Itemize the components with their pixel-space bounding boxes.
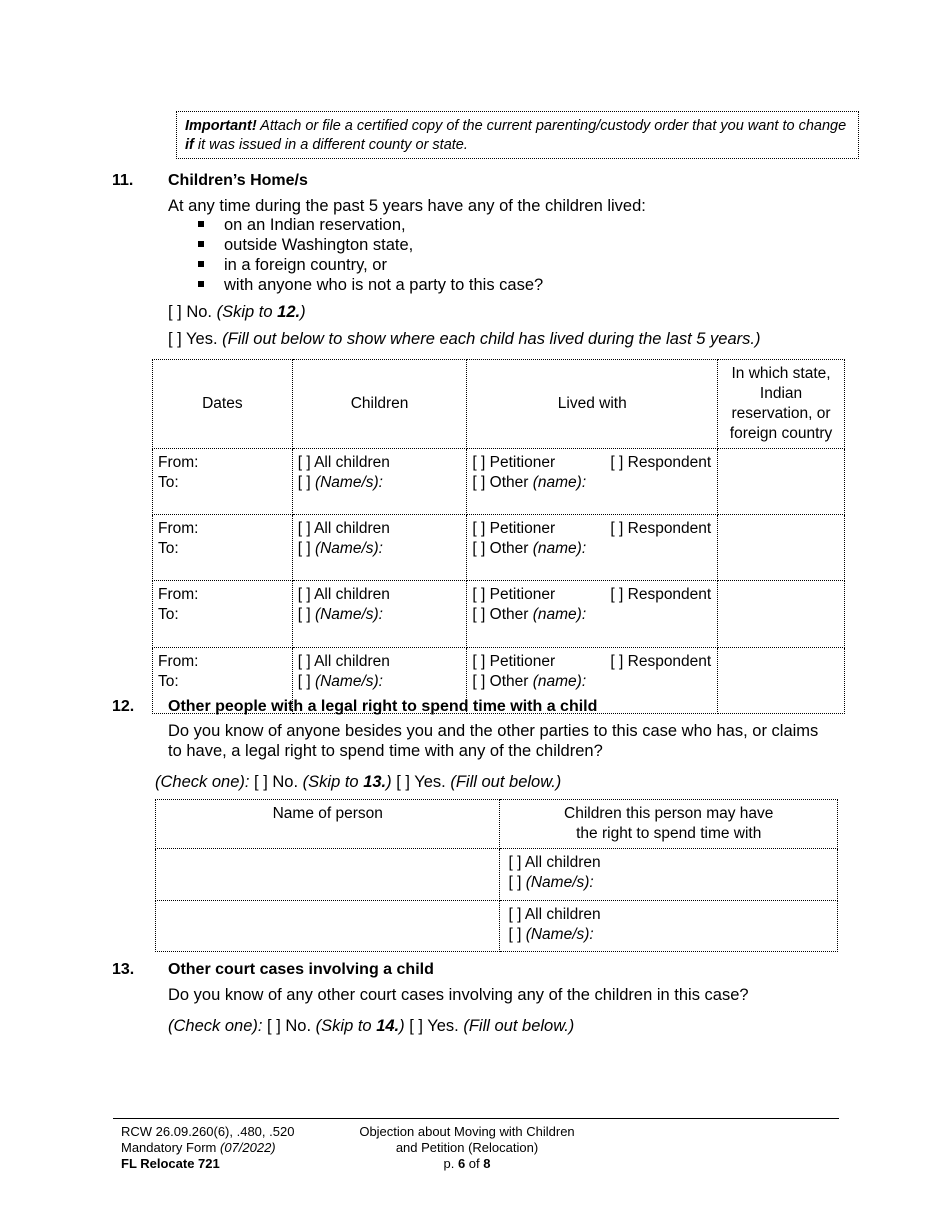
section-12-check-one[interactable]: (Check one): [ ] No. (Skip to 13.) [ ] Yes. (Fill out below.) — [155, 773, 562, 791]
state-cell[interactable] — [718, 449, 845, 515]
important-note: Important! Attach or file a certified copy of the current parenting/custody order that you want to change if it was issued in a different county or state. — [176, 111, 859, 159]
table-row: [ ] All children [ ] (Name/s): — [156, 849, 838, 901]
section-11-title: Children’s Home/s — [168, 172, 308, 189]
header-name-of-person: Name of person — [156, 800, 500, 849]
footer-mandatory: Mandatory Form (07/2022) — [121, 1140, 276, 1155]
section-13-question: Do you know of any other court cases involving any of the children in this case? — [168, 986, 749, 1004]
header-lived-with: Lived with — [467, 360, 718, 449]
state-cell[interactable] — [718, 581, 845, 648]
footer-left — [121, 1124, 294, 1172]
table-row: From: To: [ ] All children [ ] (Name/s): [ ] Petitioner [ ] Respondent [ ] Other (name): — [153, 581, 845, 648]
bullet-list — [198, 215, 543, 295]
section-12-question-line2: to have, a legal right to spend time with any of the children? — [168, 742, 603, 760]
footer-title-line1: Objection about Moving with Children — [359, 1124, 575, 1139]
header-children: Children — [292, 360, 467, 449]
respondent-checkbox[interactable]: [ ] Respondent — [610, 454, 712, 471]
table-row: From: To: [ ] All children [ ] (Name/s): [ ] Petitioner [ ] Respondent [ ] Other (name): — [153, 449, 845, 515]
section-13-check-one[interactable]: (Check one): [ ] No. (Skip to 14.) [ ] Yes. (Fill out below.) — [168, 1017, 575, 1035]
all-children-checkbox[interactable]: [ ] All children — [297, 653, 390, 670]
respondent-checkbox[interactable]: [ ] Respondent — [610, 586, 712, 603]
header-children-right: Children this person may have the right to spend time with — [500, 800, 838, 849]
section-11-no-option[interactable]: [ ] No. (Skip to 12.) — [168, 303, 306, 321]
section-11-question: At any time during the past 5 years have any of the children lived: — [168, 197, 646, 215]
list-item: outside Washington state, — [198, 235, 543, 255]
header-dates: Dates — [153, 360, 293, 449]
section-12-title: Other people with a legal right to spend time with a child — [168, 698, 598, 715]
petitioner-checkbox[interactable]: [ ] Petitioner — [472, 520, 556, 537]
children-homes-table — [152, 359, 845, 714]
list-item: with anyone who is not a party to this case? — [198, 275, 543, 295]
section-11-yes-option[interactable]: [ ] Yes. (Fill out below to show where each child has lived during the last 5 years.) — [168, 330, 761, 348]
footer-form-number: FL Relocate 721 — [121, 1156, 220, 1171]
footer-center — [351, 1124, 583, 1172]
footer-divider — [113, 1118, 839, 1119]
petitioner-checkbox[interactable]: [ ] Petitioner — [472, 653, 556, 670]
all-children-checkbox[interactable]: [ ] All children — [297, 520, 390, 537]
all-children-checkbox[interactable]: [ ] All children — [508, 906, 601, 923]
section-12-number: 12. — [112, 698, 135, 715]
respondent-checkbox[interactable]: [ ] Respondent — [610, 520, 712, 537]
section-11-number: 11. — [112, 172, 134, 189]
respondent-checkbox[interactable]: [ ] Respondent — [610, 653, 712, 670]
page-number: p. 6 of 8 — [443, 1156, 491, 1171]
footer-rcw: RCW 26.09.260(6), .480, .520 — [121, 1124, 295, 1139]
petitioner-checkbox[interactable]: [ ] Petitioner — [472, 586, 556, 603]
table-row: From: To: [ ] All children [ ] (Name/s): [ ] Petitioner [ ] Respondent [ ] Other (name): — [153, 648, 845, 714]
header-state: In which state, Indian reservation, or foreign country — [718, 360, 845, 449]
person-name-cell[interactable] — [156, 849, 500, 901]
section-13-title: Other court cases involving a child — [168, 961, 434, 978]
state-cell[interactable] — [718, 648, 845, 714]
footer-title-line2: and Petition (Relocation) — [395, 1140, 539, 1155]
important-lead: Important! — [185, 118, 257, 134]
table-row: [ ] All children [ ] (Name/s): — [156, 901, 838, 952]
person-name-cell[interactable] — [156, 901, 500, 952]
state-cell[interactable] — [718, 515, 845, 581]
petitioner-checkbox[interactable]: [ ] Petitioner — [472, 454, 556, 471]
all-children-checkbox[interactable]: [ ] All children — [297, 586, 390, 603]
list-item: in a foreign country, or — [198, 255, 543, 275]
all-children-checkbox[interactable]: [ ] All children — [508, 854, 601, 871]
section-13-number: 13. — [112, 961, 135, 978]
all-children-checkbox[interactable]: [ ] All children — [297, 454, 390, 471]
list-item: on an Indian reservation, — [198, 215, 543, 235]
legal-right-table — [155, 799, 838, 952]
table-row: From: To: [ ] All children [ ] (Name/s): [ ] Petitioner [ ] Respondent [ ] Other (name): — [153, 515, 845, 581]
section-12-question-line1: Do you know of anyone besides you and the other parties to this case who has, or claims — [168, 722, 819, 740]
